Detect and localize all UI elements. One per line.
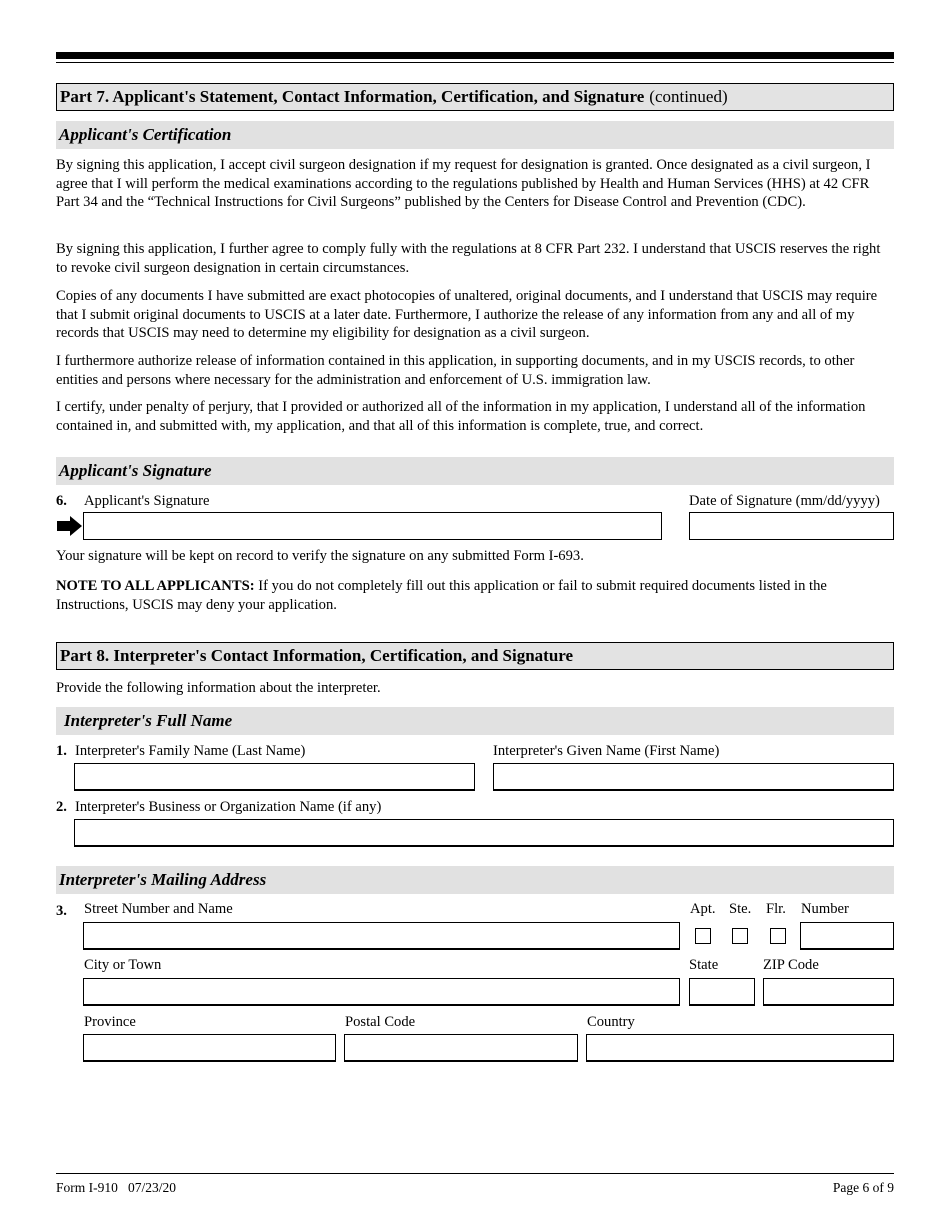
street-field[interactable]	[83, 922, 680, 950]
part8-header	[56, 642, 894, 670]
signature-heading: Applicant's Signature	[56, 457, 894, 485]
business-name-label: Interpreter's Business or Organization Name (if any)	[75, 799, 382, 815]
full-name-heading: Interpreter's Full Name	[56, 707, 894, 735]
part7-header	[56, 83, 894, 111]
ste-label: Ste.	[729, 901, 752, 917]
signature-note: Your signature will be kept on record to verify the signature on any submitted Form I-693.	[56, 548, 584, 564]
zip-field[interactable]	[763, 978, 894, 1006]
applicant-notice	[56, 577, 894, 614]
certification-paragraph-1: By signing this application, I accept civil surgeon designation if my request for designation is granted. Once designated as a civil surgeon, I agree that I will perform the medical examinations according to the regulations published by Health and Human Services (HHS) at 42 CFR Part 34 and the “Technical Instructions for Civil Surgeons” published by the Centers for Disease Control and Prevention (CDC).	[56, 157, 871, 211]
part8-intro: Provide the following information about the interpreter.	[56, 680, 381, 696]
certification-paragraph-4: I furthermore authorize release of information contained in this application, in supporting documents, and in my USCIS records, to other entities and persons where necessary for the administration and enforcement of U.S. immigration law.	[56, 353, 855, 388]
city-label: City or Town	[84, 957, 162, 973]
given-name-field[interactable]	[493, 763, 894, 791]
footer-page-number: Page 6 of 9	[832, 1180, 894, 1195]
ste-checkbox[interactable]	[732, 928, 748, 944]
state-label: State	[689, 957, 719, 973]
city-field[interactable]	[83, 978, 680, 1006]
flr-checkbox[interactable]	[770, 928, 786, 944]
full-name-item2-number: 2.	[56, 799, 67, 815]
unit-number-field[interactable]	[800, 922, 894, 950]
part8-title: Part 8. Interpreter's Contact Information, Certification, and Signature	[60, 646, 574, 665]
postal-code-field[interactable]	[344, 1034, 578, 1062]
business-name-field[interactable]	[74, 819, 894, 847]
notice-bold-label: NOTE TO ALL APPLICANTS:	[56, 578, 255, 594]
flr-label: Flr.	[766, 901, 786, 917]
footer-form-id: Form I-910 07/23/20	[56, 1180, 176, 1195]
full-name-item1-number: 1.	[56, 743, 67, 759]
province-field[interactable]	[83, 1034, 336, 1062]
certification-paragraph-3: Copies of any documents I have submitted are exact photocopies of unaltered, original documents, and I understand that USCIS may require that I submit original documents to USCIS at a later date. Furthermore, I authorize the release of any information from any and all of my records that USCIS may need to determine my eligibility for designation as a civil surgeon.	[56, 288, 878, 342]
apt-label: Apt.	[690, 901, 716, 917]
province-label: Province	[84, 1014, 136, 1030]
apt-checkbox[interactable]	[695, 928, 711, 944]
family-name-field[interactable]	[74, 763, 475, 791]
top-rule-thick	[56, 52, 894, 59]
mailing-address-heading: Interpreter's Mailing Address	[56, 866, 894, 894]
number-label: Number	[801, 901, 849, 917]
family-name-label: Interpreter's Family Name (Last Name)	[75, 743, 306, 759]
notice-text: If you do not completely fill out this application or fail to submit required documents listed in the Instructions, USCIS may deny your application.	[56, 578, 827, 613]
certification-paragraph-5: I certify, under penalty of perjury, that I provided or authorized all of the information in my application, I understand all of the information contained in, and submitted with, my application, and that all of this information is complete, true, and correct.	[56, 399, 866, 434]
certification-paragraph-2: By signing this application, I further agree to comply fully with the regulations at 8 CFR Part 232. I understand that USCIS reserves the right to revoke civil surgeon designation in certain circumstances.	[56, 241, 881, 276]
mailing-item-number: 3.	[56, 903, 67, 919]
footer-rule	[56, 1173, 894, 1174]
given-name-label: Interpreter's Given Name (First Name)	[493, 743, 720, 759]
top-rule-thin	[56, 62, 894, 63]
signature-date-field[interactable]	[689, 512, 894, 540]
street-label: Street Number and Name	[84, 901, 233, 917]
country-field[interactable]	[586, 1034, 894, 1062]
signature-item-number: 6.	[56, 493, 67, 509]
state-field[interactable]	[689, 978, 755, 1006]
applicant-signature-field[interactable]	[83, 512, 662, 540]
certification-heading: Applicant's Certification	[56, 121, 894, 149]
signature-date-label: Date of Signature (mm/dd/yyyy)	[689, 493, 880, 509]
signature-label: Applicant's Signature	[84, 493, 210, 509]
country-label: Country	[587, 1014, 635, 1030]
part7-title: Part 7. Applicant's Statement, Contact Information, Certification, and Signature	[60, 87, 645, 106]
arrow-right-icon	[57, 515, 83, 537]
postal-code-label: Postal Code	[345, 1014, 416, 1030]
zip-label: ZIP Code	[763, 957, 819, 973]
part7-continued: (continued)	[649, 87, 728, 106]
